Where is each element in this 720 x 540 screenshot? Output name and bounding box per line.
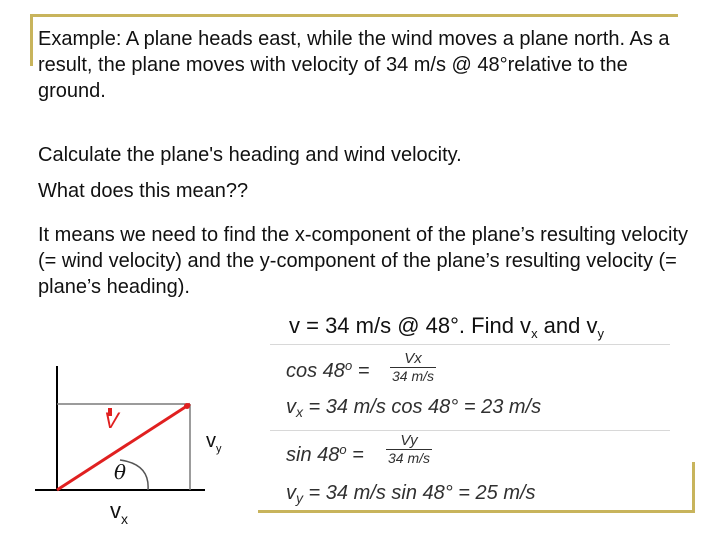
example-text: Example: A plane heads east, while the wind moves a plane north. As a result, the plane moves with velocity of 34 m/s @ 48°relative to the ground. [38,28,670,102]
cos-equation [286,358,369,383]
sin-degree: o [339,442,347,457]
task-text: Calculate the plane's heading and wind velocity. [38,144,462,166]
cos-degree: o [344,358,353,373]
cos-equals: = [352,360,370,382]
given-y-sub: y [597,326,604,341]
vector-diagram [30,356,270,536]
vx-eq-v: v [286,396,296,418]
vy-label [206,430,222,455]
sin-lhs: sin 48 [286,444,340,466]
cos-denominator: 34 m/s [392,368,435,384]
sin-equals: = [346,444,364,466]
eq-divider-top [270,344,670,345]
vy-equation [286,482,536,506]
meaning-text: It means we need to find the x-component of the plane’s resulting velocity (= wind velocity) and the y-component of the plane’s resulting velocity (= plane’s heading). [38,224,689,298]
sin-numerator: Vy [400,432,418,449]
vy-eq-v: v [286,482,296,504]
sin-fraction [386,432,432,467]
vx-sub: x [121,511,128,527]
frame-left-border [30,14,33,66]
equations-panel [270,344,695,514]
cos-lhs: cos 48 [286,360,345,382]
vector-v-label: V [104,408,119,433]
sin-denominator: 34 m/s [388,450,431,466]
vy-main: v [206,430,216,452]
sin-equation [286,442,364,467]
cos-numerator: Vx [404,350,422,367]
eq-divider-middle [270,430,670,431]
given-statement [289,312,604,348]
theta-label: θ [114,460,127,484]
vx-eq-sub: x [296,404,303,420]
given-x-sub: x [531,326,538,341]
given-prefix: v = 34 m/s @ 48°. Find v [289,313,532,338]
arrowhead-dot [184,403,190,409]
vx-eq-rhs: = 34 m/s cos 48° = 23 m/s [303,396,542,418]
vx-main: v [110,498,121,523]
given-and: and v [537,313,598,338]
vx-equation [286,396,541,420]
frame-top-border [30,14,678,17]
cos-fraction [390,350,436,385]
vy-eq-sub: y [296,490,303,506]
vy-sub: y [216,443,222,455]
vy-eq-rhs: = 34 m/s sin 48° = 25 m/s [303,482,536,504]
vx-label [110,498,128,527]
question-text: What does this mean?? [38,180,249,202]
